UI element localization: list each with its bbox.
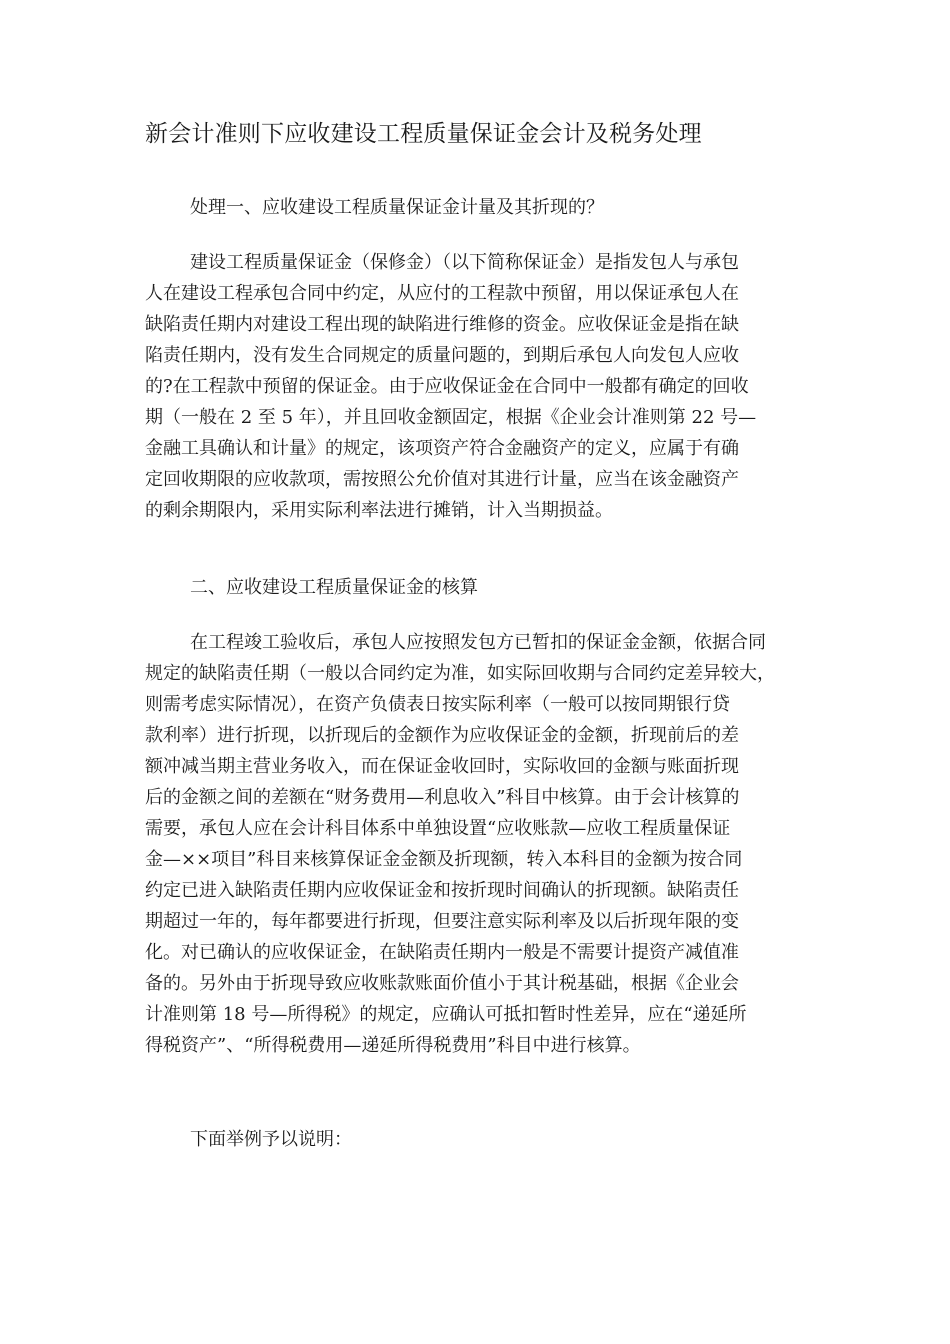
paragraph-line: 人在建设工程承包合同中约定，从应付的工程款中预留，用以保证承包人在 xyxy=(145,283,739,304)
paragraph-line: 计准则第 18 号—所得税》的规定，应确认可抵扣暂时性差异，应在“递延所 xyxy=(145,1004,747,1025)
paragraph-line: 建设工程质量保证金（保修金）（以下简称保证金）是指发包人与承包 xyxy=(190,252,739,273)
closing-line: 下面举例予以说明： xyxy=(190,1129,352,1150)
paragraph-line: 规定的缺陷责任期（一般以合同约定为准，如实际回收期与合同约定差异较大， xyxy=(145,663,775,684)
section-heading-2: 二、应收建设工程质量保证金的核算 xyxy=(190,577,478,598)
paragraph-line: 期（一般在 2 至 5 年），并且回收金额固定，根据《企业会计准则第 22 号— xyxy=(145,407,757,428)
paragraph-line: 的剩余期限内，采用实际利率法进行摊销，计入当期损益。 xyxy=(145,500,613,521)
paragraph-line: 额冲减当期主营业务收入，而在保证金收回时，实际收回的金额与账面折现 xyxy=(145,756,739,777)
paragraph-line: 后的金额之间的差额在“财务费用—利息收入”科目中核算。由于会计核算的 xyxy=(145,787,740,808)
paragraph-line: 期超过一年的，每年都要进行折现，但要注意实际利率及以后折现年限的变 xyxy=(145,911,739,932)
paragraph-line: 得税资产”、“所得税费用—递延所得税费用”科目中进行核算。 xyxy=(145,1035,641,1056)
paragraph-line: 陷责任期内，没有发生合同规定的质量问题的，到期后承包人向发包人应收 xyxy=(145,345,739,366)
paragraph-line: 定回收期限的应收款项，需按照公允价值对其进行计量，应当在该金融资产 xyxy=(145,469,739,490)
document-title: 新会计准则下应收建设工程质量保证金会计及税务处理 xyxy=(145,121,702,147)
paragraph-line: 化。对已确认的应收保证金，在缺陷责任期内一般是不需要计提资产减值准 xyxy=(145,942,739,963)
paragraph-line: 则需考虑实际情况），在资产负债表日按实际利率（一般可以按同期银行贷 xyxy=(145,694,730,715)
paragraph-line: 需要，承包人应在会计科目体系中单独设置“应收账款—应收工程质量保证 xyxy=(145,818,731,839)
paragraph-2 xyxy=(145,627,835,1061)
paragraph-line: 备的。另外由于折现导致应收账款账面价值小于其计税基础，根据《企业会 xyxy=(145,973,739,994)
paragraph-line: 的?在工程款中预留的保证金。由于应收保证金在合同中一般都有确定的回收 xyxy=(145,376,749,397)
paragraph-line: 款利率）进行折现，以折现后的金额作为应收保证金的金额，折现前后的差 xyxy=(145,725,739,746)
paragraph-line: 缺陷责任期内对建设工程出现的缺陷进行维修的资金。应收保证金是指在缺 xyxy=(145,314,739,335)
paragraph-1 xyxy=(145,247,835,526)
paragraph-line: 金—××项目”科目来核算保证金金额及折现额，转入本科目的金额为按合同 xyxy=(145,849,743,870)
paragraph-line: 在工程竣工验收后，承包人应按照发包方已暂扣的保证金金额，依据合同 xyxy=(190,632,766,653)
paragraph-line: 约定已进入缺陷责任期内应收保证金和按折现时间确认的折现额。缺陷责任 xyxy=(145,880,739,901)
section-heading-1: 处理一、应收建设工程质量保证金计量及其折现的？ xyxy=(190,197,604,218)
paragraph-line: 金融工具确认和计量》的规定，该项资产符合金融资产的定义，应属于有确 xyxy=(145,438,739,459)
